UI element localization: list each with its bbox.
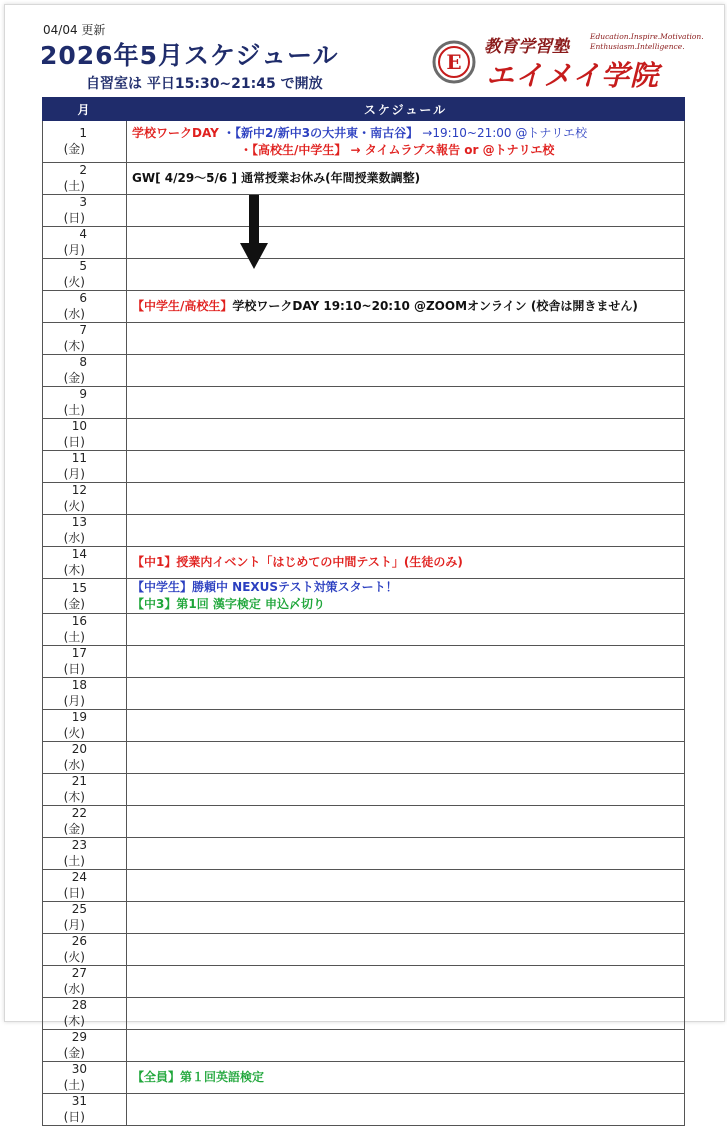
day-of-week: (木) xyxy=(63,1014,85,1028)
day-number: 13 xyxy=(71,515,87,529)
day-cell xyxy=(43,355,127,387)
schedule-cell xyxy=(127,838,685,870)
day-cell xyxy=(43,483,127,515)
down-arrow-icon xyxy=(240,195,268,269)
table-row xyxy=(43,227,685,259)
day-cell xyxy=(43,163,127,195)
column-header-schedule: スケジュール xyxy=(127,98,685,121)
table-row xyxy=(43,1062,685,1094)
day-number: 17 xyxy=(71,646,87,660)
day-cell xyxy=(43,646,127,678)
day-of-week: (金) xyxy=(63,596,85,611)
day-of-week: (火) xyxy=(63,950,85,964)
table-row xyxy=(43,678,685,710)
event-d30-eiken: 【全員】第１回英語検定 xyxy=(132,1070,265,1084)
day-of-week: (土) xyxy=(63,854,85,868)
day-cell xyxy=(43,515,127,547)
table-row xyxy=(43,806,685,838)
day-number: 29 xyxy=(71,1030,87,1044)
table-row xyxy=(43,259,685,291)
day-of-week: (月) xyxy=(63,243,85,257)
day-cell xyxy=(43,579,127,614)
day-of-week: (火) xyxy=(63,499,85,513)
day-cell xyxy=(43,419,127,451)
schedule-cell xyxy=(127,998,685,1030)
event-d1-timelapse-report: ・【高校生/中学生】 → タイムラプス報告 or @トナリエ校 xyxy=(240,142,555,157)
day-number: 2 xyxy=(79,163,87,177)
day-number: 18 xyxy=(71,678,87,692)
day-of-week: (日) xyxy=(63,662,85,676)
schedule-cell xyxy=(127,515,685,547)
day-number: 30 xyxy=(71,1062,87,1076)
table-row xyxy=(43,742,685,774)
day-of-week: (水) xyxy=(63,531,85,545)
day-number: 23 xyxy=(71,838,87,852)
day-number: 14 xyxy=(71,547,87,561)
schedule-cell xyxy=(127,579,685,614)
study-room-hours: 自習室は 平日15:30~21:45 で開放 xyxy=(86,76,323,92)
day-cell xyxy=(43,259,127,291)
schedule-cell xyxy=(127,387,685,419)
event-d1-time-place: →19:10~21:00 @トナリエ校 xyxy=(422,125,588,140)
day-number: 5 xyxy=(79,259,87,273)
logo-mark-letter: E xyxy=(446,50,462,74)
day-cell xyxy=(43,998,127,1030)
schedule-cell xyxy=(127,646,685,678)
day-cell xyxy=(43,387,127,419)
day-of-week: (木) xyxy=(63,563,85,577)
schedule-cell xyxy=(127,678,685,710)
day-number: 19 xyxy=(71,710,87,724)
schedule-cell xyxy=(127,291,685,323)
table-row xyxy=(43,966,685,998)
schedule-cell xyxy=(127,1094,685,1126)
day-of-week: (木) xyxy=(63,339,85,353)
table-row xyxy=(43,870,685,902)
table-row xyxy=(43,121,685,163)
day-number: 22 xyxy=(71,806,87,820)
updated-date: 04/04 更新 xyxy=(43,23,106,37)
table-header-row xyxy=(43,98,685,121)
day-number: 27 xyxy=(71,966,87,980)
table-row xyxy=(43,195,685,227)
table-row xyxy=(43,387,685,419)
schedule-cell xyxy=(127,614,685,646)
schedule-cell xyxy=(127,227,685,259)
event-d14-midterm-practice: 【中1】授業内イベント「はじめての中間テスト」(生徒のみ) xyxy=(132,555,463,569)
day-number: 8 xyxy=(79,355,87,369)
day-cell xyxy=(43,1094,127,1126)
day-of-week: (日) xyxy=(63,886,85,900)
event-d1-new-students: ・【新中2/新中3の大井東・南古谷】 xyxy=(222,125,419,140)
day-number: 3 xyxy=(79,195,87,209)
schedule-body xyxy=(43,121,685,1126)
day-number: 9 xyxy=(79,387,87,401)
schedule-cell xyxy=(127,323,685,355)
event-d1-school-work-day: 学校ワークDAY xyxy=(132,125,219,140)
day-of-week: (日) xyxy=(63,1110,85,1124)
day-of-week: (日) xyxy=(63,435,85,449)
day-cell xyxy=(43,838,127,870)
table-row xyxy=(43,710,685,742)
day-of-week: (水) xyxy=(63,982,85,996)
day-cell xyxy=(43,614,127,646)
table-row xyxy=(43,355,685,387)
day-number: 11 xyxy=(71,451,87,465)
table-row xyxy=(43,451,685,483)
day-cell xyxy=(43,451,127,483)
day-of-week: (金) xyxy=(63,822,85,836)
day-number: 7 xyxy=(79,323,87,337)
day-cell xyxy=(43,121,127,163)
day-number: 10 xyxy=(71,419,87,433)
day-of-week: (土) xyxy=(63,179,85,193)
table-row xyxy=(43,838,685,870)
event-d2-gw-holiday: GW[ 4/29〜5/6 ] 通常授業お休み(年間授業数調整) xyxy=(132,171,421,185)
day-cell xyxy=(43,966,127,998)
day-number: 20 xyxy=(71,742,87,756)
day-cell xyxy=(43,742,127,774)
table-row xyxy=(43,291,685,323)
day-cell xyxy=(43,934,127,966)
day-cell xyxy=(43,870,127,902)
day-cell xyxy=(43,547,127,579)
schedule-cell xyxy=(127,451,685,483)
schedule-cell xyxy=(127,966,685,998)
logo-tagline-en-2: Enthusiasm.Intelligence. xyxy=(590,42,685,51)
day-cell xyxy=(43,195,127,227)
schedule-cell xyxy=(127,902,685,934)
schedule-cell xyxy=(127,710,685,742)
day-number: 4 xyxy=(79,227,87,241)
schedule-cell xyxy=(127,806,685,838)
day-number: 6 xyxy=(79,291,87,305)
schedule-cell xyxy=(127,163,685,195)
day-number: 26 xyxy=(71,934,87,948)
schedule-cell xyxy=(127,483,685,515)
table-row xyxy=(43,419,685,451)
column-header-month: 月 xyxy=(43,98,127,121)
day-cell xyxy=(43,227,127,259)
day-cell xyxy=(43,678,127,710)
table-row xyxy=(43,934,685,966)
event-d6-target: 【中学生/高校生】 xyxy=(132,299,233,313)
day-number: 24 xyxy=(71,870,87,884)
table-row xyxy=(43,579,685,614)
day-cell xyxy=(43,710,127,742)
day-number: 25 xyxy=(71,902,87,916)
logo-tagline-en xyxy=(590,32,704,52)
event-d6-online-work-day: 学校ワークDAY 19:10~20:10 @ZOOMオンライン (校舎は開きません) xyxy=(232,299,638,313)
table-row xyxy=(43,998,685,1030)
day-of-week: (金) xyxy=(63,142,85,156)
table-row xyxy=(43,774,685,806)
day-of-week: (土) xyxy=(63,630,85,644)
table-row xyxy=(43,902,685,934)
day-cell xyxy=(43,902,127,934)
schedule-cell xyxy=(127,195,685,227)
day-of-week: (日) xyxy=(63,211,85,225)
day-number: 31 xyxy=(71,1094,87,1108)
table-row xyxy=(43,646,685,678)
day-number: 1 xyxy=(79,126,87,140)
day-number: 16 xyxy=(71,614,87,628)
day-of-week: (土) xyxy=(63,1078,85,1092)
logo-tagline-en-1: Education.Inspire.Motivation. xyxy=(590,32,704,41)
schedule-cell xyxy=(127,547,685,579)
day-of-week: (木) xyxy=(63,790,85,804)
event-d15-nexus-test: 【中学生】勝頼中 NEXUSテスト対策スタート！ xyxy=(132,580,398,594)
schedule-cell xyxy=(127,1062,685,1094)
table-row xyxy=(43,1030,685,1062)
day-of-week: (土) xyxy=(63,403,85,417)
table-row xyxy=(43,547,685,579)
day-of-week: (月) xyxy=(63,467,85,481)
day-number: 12 xyxy=(71,483,87,497)
schedule-cell xyxy=(127,742,685,774)
day-number: 21 xyxy=(71,774,87,788)
table-row xyxy=(43,323,685,355)
logo-school-name: エイメイ学院 xyxy=(486,59,660,92)
day-of-week: (金) xyxy=(63,371,85,385)
day-cell xyxy=(43,1030,127,1062)
table-row xyxy=(43,163,685,195)
schedule-cell xyxy=(127,1030,685,1062)
day-cell xyxy=(43,774,127,806)
table-row xyxy=(43,515,685,547)
day-of-week: (火) xyxy=(63,726,85,740)
schedule-cell xyxy=(127,870,685,902)
schedule-cell xyxy=(127,934,685,966)
day-of-week: (金) xyxy=(63,1046,85,1060)
schedule-cell xyxy=(127,121,685,163)
school-logo-mark-icon xyxy=(432,40,476,84)
day-of-week: (月) xyxy=(63,694,85,708)
event-d15-kanji-deadline: 【中3】第1回 漢字検定 申込〆切り xyxy=(132,597,326,611)
table-row xyxy=(43,1094,685,1126)
schedule-cell xyxy=(127,355,685,387)
day-cell xyxy=(43,806,127,838)
day-cell xyxy=(43,291,127,323)
page-title: 2026年5月スケジュール xyxy=(40,41,339,70)
day-of-week: (水) xyxy=(63,758,85,772)
school-logo xyxy=(432,30,704,92)
table-row xyxy=(43,483,685,515)
day-number: 28 xyxy=(71,998,87,1012)
day-of-week: (火) xyxy=(63,275,85,289)
table-row xyxy=(43,614,685,646)
logo-tagline-jp: 教育学習塾 xyxy=(484,37,569,57)
day-cell xyxy=(43,1062,127,1094)
day-of-week: (水) xyxy=(63,307,85,321)
schedule-table xyxy=(42,97,685,1126)
day-of-week: (月) xyxy=(63,918,85,932)
schedule-cell xyxy=(127,419,685,451)
schedule-cell xyxy=(127,774,685,806)
day-cell xyxy=(43,323,127,355)
schedule-cell xyxy=(127,259,685,291)
day-number: 15 xyxy=(71,580,87,595)
